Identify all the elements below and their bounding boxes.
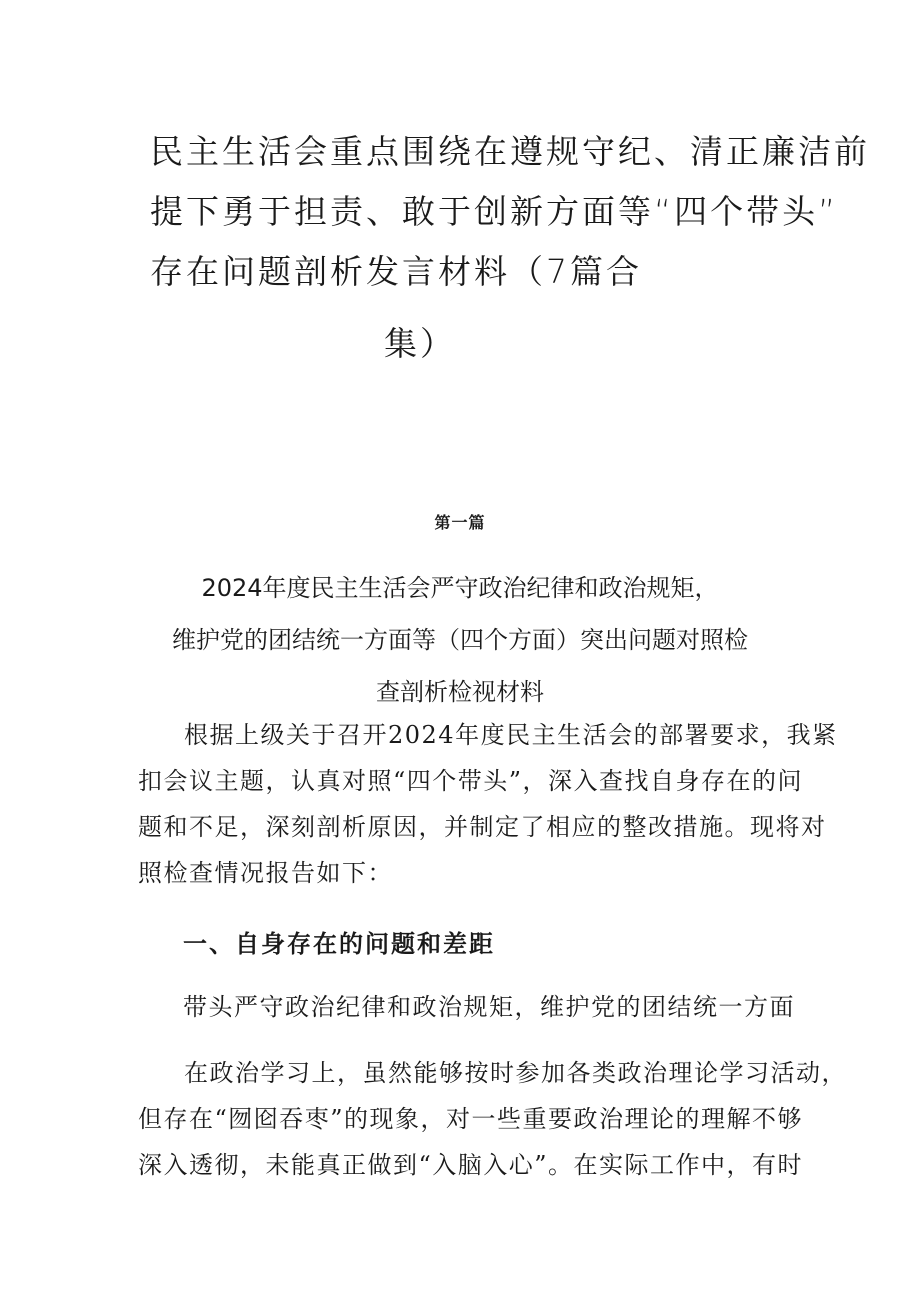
paragraph-line: 题和不足，深刻剖析原因，并制定了相应的整改措施。现将对 [138, 813, 827, 841]
paragraph-line: 扣会议主题，认真对照“四个带头”，深入查找自身存在的问 [138, 767, 804, 795]
subtitle-line: 查剖析检视材料 [376, 678, 544, 706]
section-heading: 一、自身存在的问题和差距 [183, 929, 495, 958]
title-line: 存在问题剖析发言材料（7篇合 [150, 252, 642, 291]
subtitle-line: 维护党的团结统一方面等（四个方面）突出问题对照检 [172, 626, 748, 654]
paragraph-line: 但存在“囫囵吞枣”的现象，对一些重要政治理论的理解不够 [138, 1105, 804, 1133]
title-line: 集） [384, 324, 456, 363]
subsection-heading: 带头严守政治纪律和政治规矩，维护党的团结统一方面 [183, 993, 795, 1021]
intro-paragraph [138, 712, 838, 896]
body-paragraph [138, 1050, 847, 1188]
title-line: 民主生活会重点围绕在遵规守纪、清正廉洁前 [150, 132, 870, 171]
article-subtitle [140, 562, 780, 718]
section-label: 第一篇 [434, 513, 486, 532]
paragraph-line: 在政治学习上，虽然能够按时参加各类政治理论学习活动， [184, 1059, 847, 1087]
subtitle-line: 2024年度民主生活会严守政治纪律和政治规矩， [201, 574, 719, 602]
title-line: 提下勇于担责、敢于创新方面等“四个带头” [150, 192, 839, 231]
paragraph-line: 照检查情况报告如下： [138, 859, 393, 887]
paragraph-line: 深入透彻，未能真正做到“入脑入心”。在实际工作中，有时 [138, 1151, 804, 1179]
paragraph-line: 根据上级关于召开2024年度民主生活会的部署要求，我紧 [184, 721, 838, 749]
document-title [150, 122, 870, 374]
